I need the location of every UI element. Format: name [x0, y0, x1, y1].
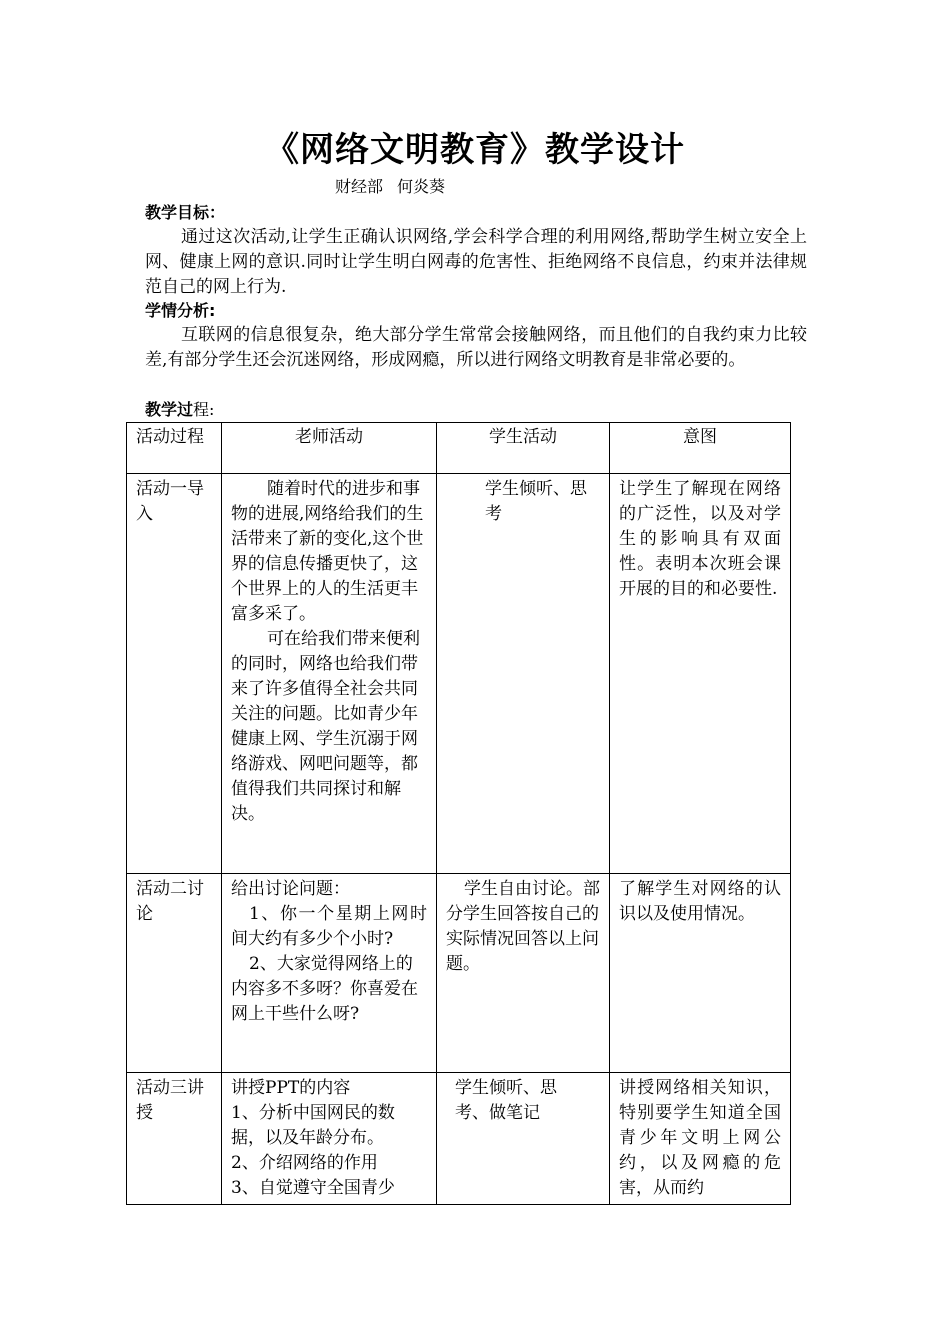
row3-teacher-p1: 讲授PPT的内容 — [231, 1078, 351, 1098]
row1-teacher — [222, 474, 437, 874]
process-heading-bold: 教学过 — [145, 400, 194, 419]
row2-teacher — [222, 874, 437, 1073]
document-title: 《网络文明教育》教学设计 — [265, 130, 685, 170]
process-heading — [145, 399, 214, 421]
analysis-heading: 学情分析: — [145, 301, 216, 320]
row1-teacher-p2: 可在给我们带来便利的同时，网络也给我们带来了许多值得全社会共同关注的问题。比如青少年健康上网、学生沉溺于网络游戏、网吧问题等，都值得我们共同探讨和解决。 — [231, 629, 420, 824]
table-row — [127, 474, 791, 874]
row3-teacher-p4: 3、自觉遵守全国青少 — [231, 1178, 395, 1198]
author-line — [335, 176, 459, 198]
row3-student: 学生倾听、思考、做笔记 — [437, 1073, 610, 1205]
row2-teacher-p3: 2、大家觉得网络上的内容多不多呀？你喜爱在网上干些什么呀? — [231, 954, 418, 1024]
row2-intent: 了解学生对网络的认识以及使用情况。 — [610, 874, 791, 1073]
row2-teacher-p1: 给出讨论问题： — [231, 879, 350, 899]
department-name: 财经部 — [335, 177, 384, 196]
row1-student: 学生倾听、思考 — [437, 474, 610, 874]
table-row — [127, 874, 791, 1073]
row1-stage: 活动一导入 — [127, 474, 222, 874]
row2-teacher-p2: 1、你一个星期上网时间大约有多少个小时? — [231, 904, 427, 949]
row1-teacher-p1: 随着时代的进步和事物的进展,网络给我们的生活带来了新的变化,这个世界的信息传播更快了，这个世界上的人的生活更丰富多采了。 — [231, 479, 424, 624]
analysis-text: 互联网的信息很复杂，绝大部分学生常常会接触网络，而且他们的自我约束力比较差,有部分学生还会沉迷网络，形成网瘾，所以进行网络文明教育是非常必要的。 — [145, 325, 807, 370]
header-stage: 活动过程 — [127, 423, 222, 474]
objective-heading: 教学目标： — [145, 203, 226, 222]
header-student: 学生活动 — [437, 423, 610, 474]
row3-stage: 活动三讲授 — [127, 1073, 222, 1205]
row2-student: 学生自由讨论。部分学生回答按自己的实际情况回答以上问题。 — [437, 874, 610, 1073]
row1-intent: 让学生了解现在网络的广泛性，以及对学生的影响具有双面性。表明本次班会课开展的目的和必要性. — [610, 474, 791, 874]
header-teacher: 老师活动 — [222, 423, 437, 474]
lesson-plan-table — [126, 422, 791, 1205]
table-row — [127, 1073, 791, 1205]
row3-teacher-p3: 2、介绍网络的作用 — [231, 1153, 378, 1173]
row3-teacher-p2: 1、分析中国网民的数据，以及年龄分布。 — [231, 1103, 395, 1148]
row3-teacher — [222, 1073, 437, 1205]
row2-stage: 活动二讨论 — [127, 874, 222, 1073]
author-name: 何炎葵 — [397, 177, 446, 196]
row3-intent: 讲授网络相关知识，特别要学生知道全国青少年文明上网公约，以及网瘾的危害，从而约 — [610, 1073, 791, 1205]
objective-text: 通过这次活动,让学生正确认识网络,学会科学合理的利用网络,帮助学生树立安全上网、健康上网的意识.同时让学生明白网毒的危害性、拒绝网络不良信息，约束并法律规范自己的网上行为. — [145, 227, 807, 297]
table-header-row — [127, 423, 791, 474]
process-heading-rest: 程: — [193, 400, 215, 419]
header-intent: 意图 — [610, 423, 791, 474]
